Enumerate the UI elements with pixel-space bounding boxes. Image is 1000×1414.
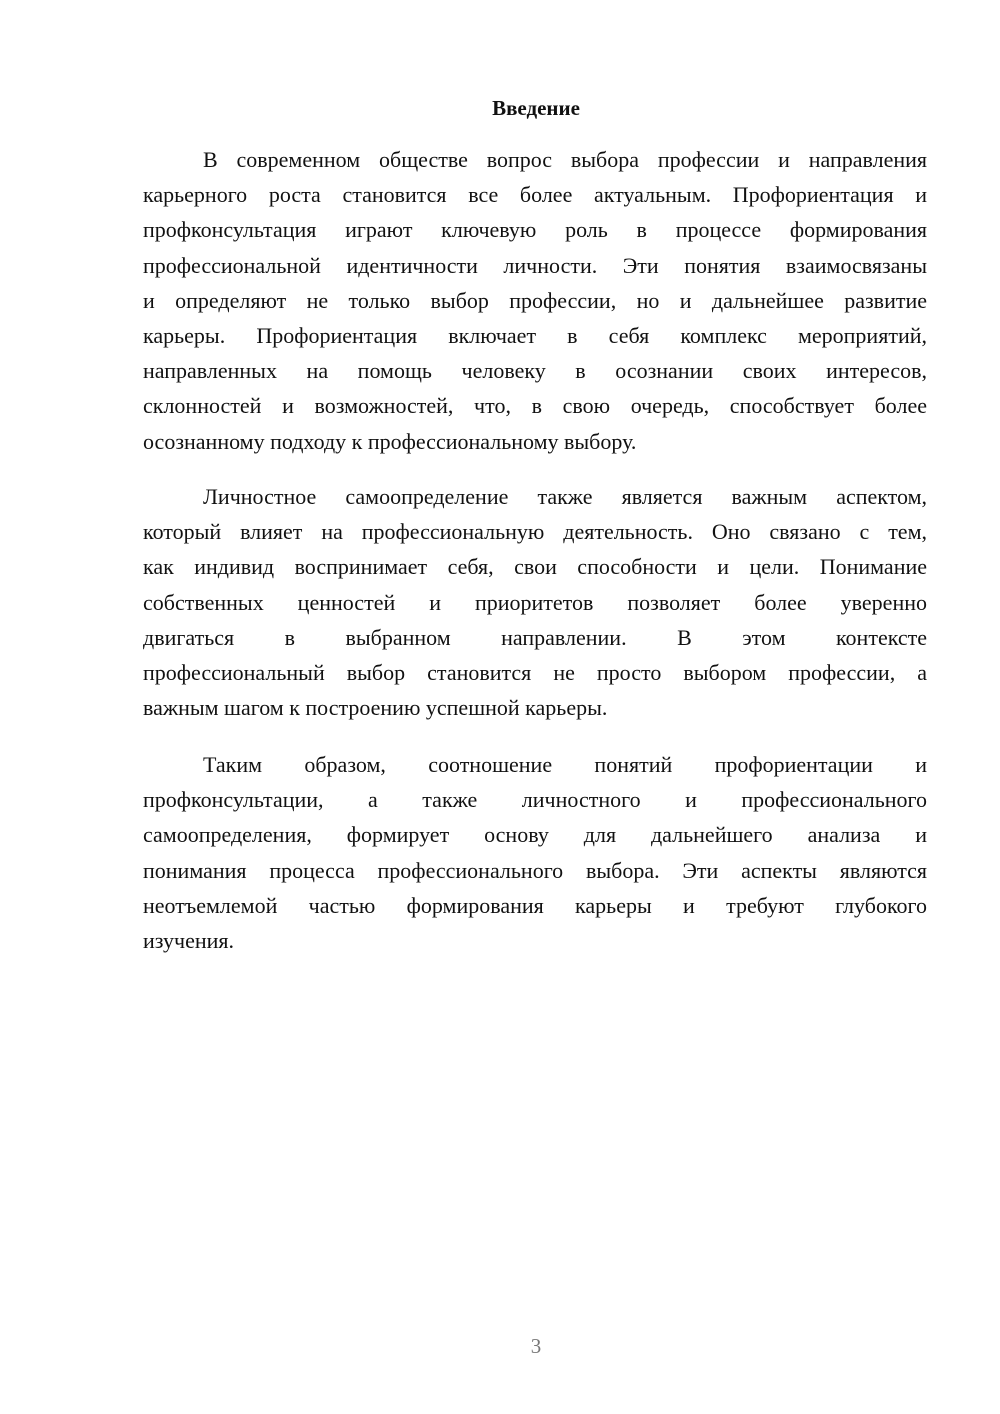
text-line: важным шагом к построению успешной карьеры. — [143, 695, 608, 721]
text-line: Таким образом, соотношение понятий профориентации и — [203, 752, 927, 777]
text-line: который влияет на профессиональную деятельность. Оно связано с тем, — [143, 519, 927, 545]
text-line: В современном обществе вопрос выбора профессии и направления — [203, 147, 927, 172]
text-line: профконсультации, а также личностного и профессионального — [143, 787, 927, 813]
paragraph-1 — [143, 142, 927, 459]
text-line: изучения. — [143, 927, 234, 953]
text-line: профконсультация играют ключевую роль в процессе формирования — [143, 217, 927, 243]
text-line: как индивид воспринимает себя, свои способности и цели. Понимание — [143, 554, 927, 580]
text-line: неотъемлемой частью формирования карьеры и требуют глубокого — [143, 892, 927, 918]
text-line: осознанному подходу к профессиональному выбору. — [143, 428, 637, 454]
text-line: Личностное самоопределение также является важным аспектом, — [203, 484, 927, 509]
page-number: 3 — [530, 1334, 542, 1358]
text-line: и определяют не только выбор профессии, но и дальнейшее развитие — [143, 287, 927, 313]
text-line: склонностей и возможностей, что, в свою очередь, способствует более — [143, 393, 927, 419]
page-title: Введение — [492, 96, 580, 120]
text-line: двигаться в выбранном направлении. В этом контексте — [143, 624, 927, 650]
text-line: самоопределения, формирует основу для дальнейшего анализа и — [143, 822, 927, 848]
text-line: карьерного роста становится все более актуальным. Профориентация и — [143, 182, 927, 208]
text-line: понимания процесса профессионального выбора. Эти аспекты являются — [143, 857, 927, 883]
text-line: карьеры. Профориентация включает в себя комплекс мероприятий, — [143, 322, 927, 348]
text-line: профессиональной идентичности личности. Эти понятия взаимосвязаны — [143, 252, 927, 278]
text-line: собственных ценностей и приоритетов позволяет более уверенно — [143, 589, 927, 615]
paragraph-2 — [143, 479, 927, 725]
paragraph-3 — [143, 747, 927, 958]
text-line: направленных на помощь человеку в осознании своих интересов, — [143, 358, 927, 384]
text-line: профессиональный выбор становится не просто выбором профессии, а — [143, 659, 927, 685]
